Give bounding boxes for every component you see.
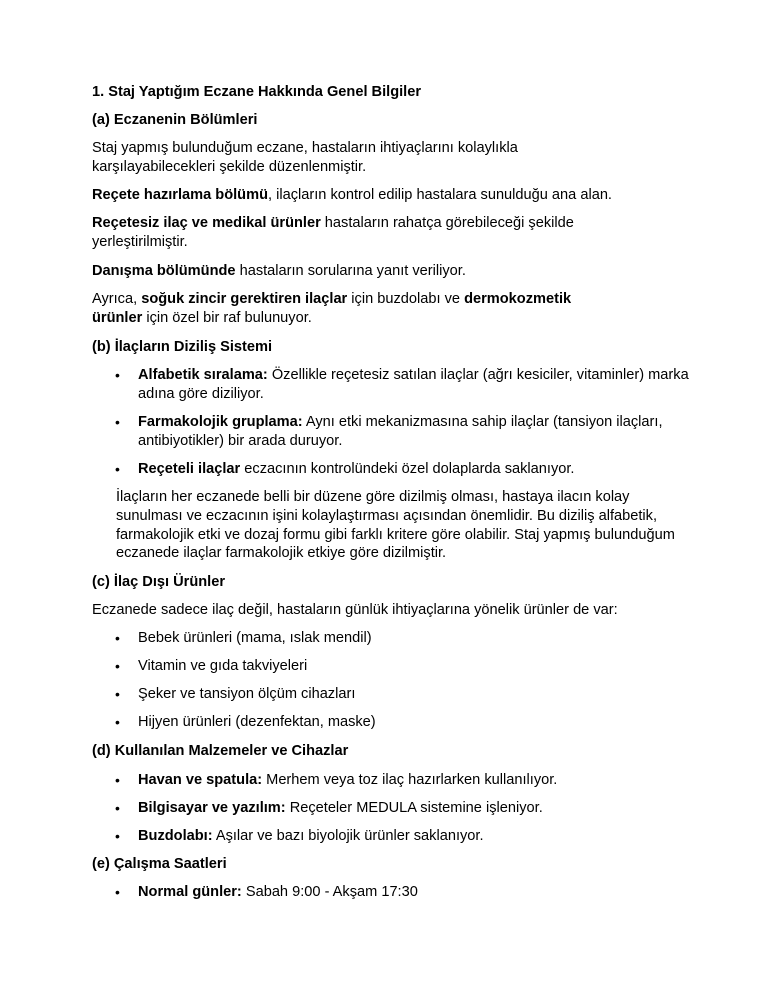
bullet-icon: • [115, 658, 120, 674]
section-a-heading: (a) Eczanenin Bölümleri [92, 112, 258, 128]
list-item: • Buzdolabı: Aşılar ve bazı biyolojik ürünler saklanıyor. [115, 828, 484, 844]
list-item: • Farmakolojik gruplama: Aynı etki mekanizmasına sahip ilaçlar (tansiyon ilaçları, antibiyotikler) bir arada duruyor. [115, 414, 663, 449]
section-a-intro: Staj yapmış bulunduğum eczane, hastaların ihtiyaçlarını kolaylıkla karşılayabilecekleri şekilde düzenlenmiştir. [92, 140, 518, 175]
list-item: • Alfabetik sıralama: Özellikle reçetesiz satılan ilaçlar (ağrı kesiciler, vitaminler) marka adına göre diziliyor. [115, 367, 689, 402]
bullet-icon: • [115, 461, 120, 477]
section-a-paragraph-1: Reçete hazırlama bölümü, ilaçların kontrol edilip hastalara sunulduğu ana alan. [92, 187, 612, 203]
bullet-icon: • [115, 828, 120, 844]
list-item: • Bebek ürünleri (mama, ıslak mendil) [115, 630, 372, 646]
list-item: • Bilgisayar ve yazılım: Reçeteler MEDULA sistemine işleniyor. [115, 800, 543, 816]
bullet-icon: • [115, 686, 120, 702]
list-item: • Şeker ve tansiyon ölçüm cihazları [115, 686, 356, 702]
bullet-icon: • [115, 884, 120, 900]
section-c-intro: Eczanede sadece ilaç değil, hastaların günlük ihtiyaçlarına yönelik ürünler de var: [92, 602, 618, 618]
section-b-note: İlaçların her eczanede belli bir düzene göre dizilmiş olması, hastaya ilacın kolay sunulması ve eczacının işini kolaylaştırması açısından önemlidir. Bu diziliş alfabetik, farmakolojik etki ve dozaj formu gibi farklı kritere göre olabilir. Staj yapmış bulunduğum eczanede ilaçlar farmakolojik etkiye göre dizilmiştir. [116, 489, 675, 562]
section-a-paragraph-4: Ayrıca, soğuk zincir gerektiren ilaçlar için buzdolabı ve dermokozmetik ürünler için özel bir raf bulunuyor. [92, 291, 572, 326]
section-a-paragraph-2: Reçetesiz ilaç ve medikal ürünler hastaların rahatça görebileceği şekilde yerleştirilmiştir. [92, 215, 574, 250]
list-item: • Havan ve spatula: Merhem veya toz ilaç hazırlarken kullanılıyor. [115, 772, 558, 788]
section-e-heading: (e) Çalışma Saatleri [92, 856, 227, 872]
bullet-icon: • [115, 714, 120, 730]
section-b-heading: (b) İlaçların Diziliş Sistemi [92, 339, 273, 355]
list-item: • Normal günler: Sabah 9:00 - Akşam 17:30 [115, 884, 418, 900]
list-item: • Vitamin ve gıda takviyeleri [115, 658, 308, 674]
bullet-icon: • [115, 800, 120, 816]
list-item: • Reçeteli ilaçlar eczacının kontrolündeki özel dolaplarda saklanıyor. [115, 461, 575, 477]
section-c-heading: (c) İlaç Dışı Ürünler [92, 574, 226, 590]
list-item: • Hijyen ürünleri (dezenfektan, maske) [115, 714, 376, 730]
bullet-icon: • [115, 367, 120, 383]
document-title: 1. Staj Yaptığım Eczane Hakkında Genel Bilgiler [92, 84, 422, 100]
section-a-paragraph-3: Danışma bölümünde hastaların sorularına yanıt veriliyor. [92, 263, 466, 279]
bullet-icon: • [115, 772, 120, 788]
section-d-heading: (d) Kullanılan Malzemeler ve Cihazlar [92, 743, 349, 759]
bullet-icon: • [115, 630, 120, 646]
bullet-icon: • [115, 414, 120, 430]
